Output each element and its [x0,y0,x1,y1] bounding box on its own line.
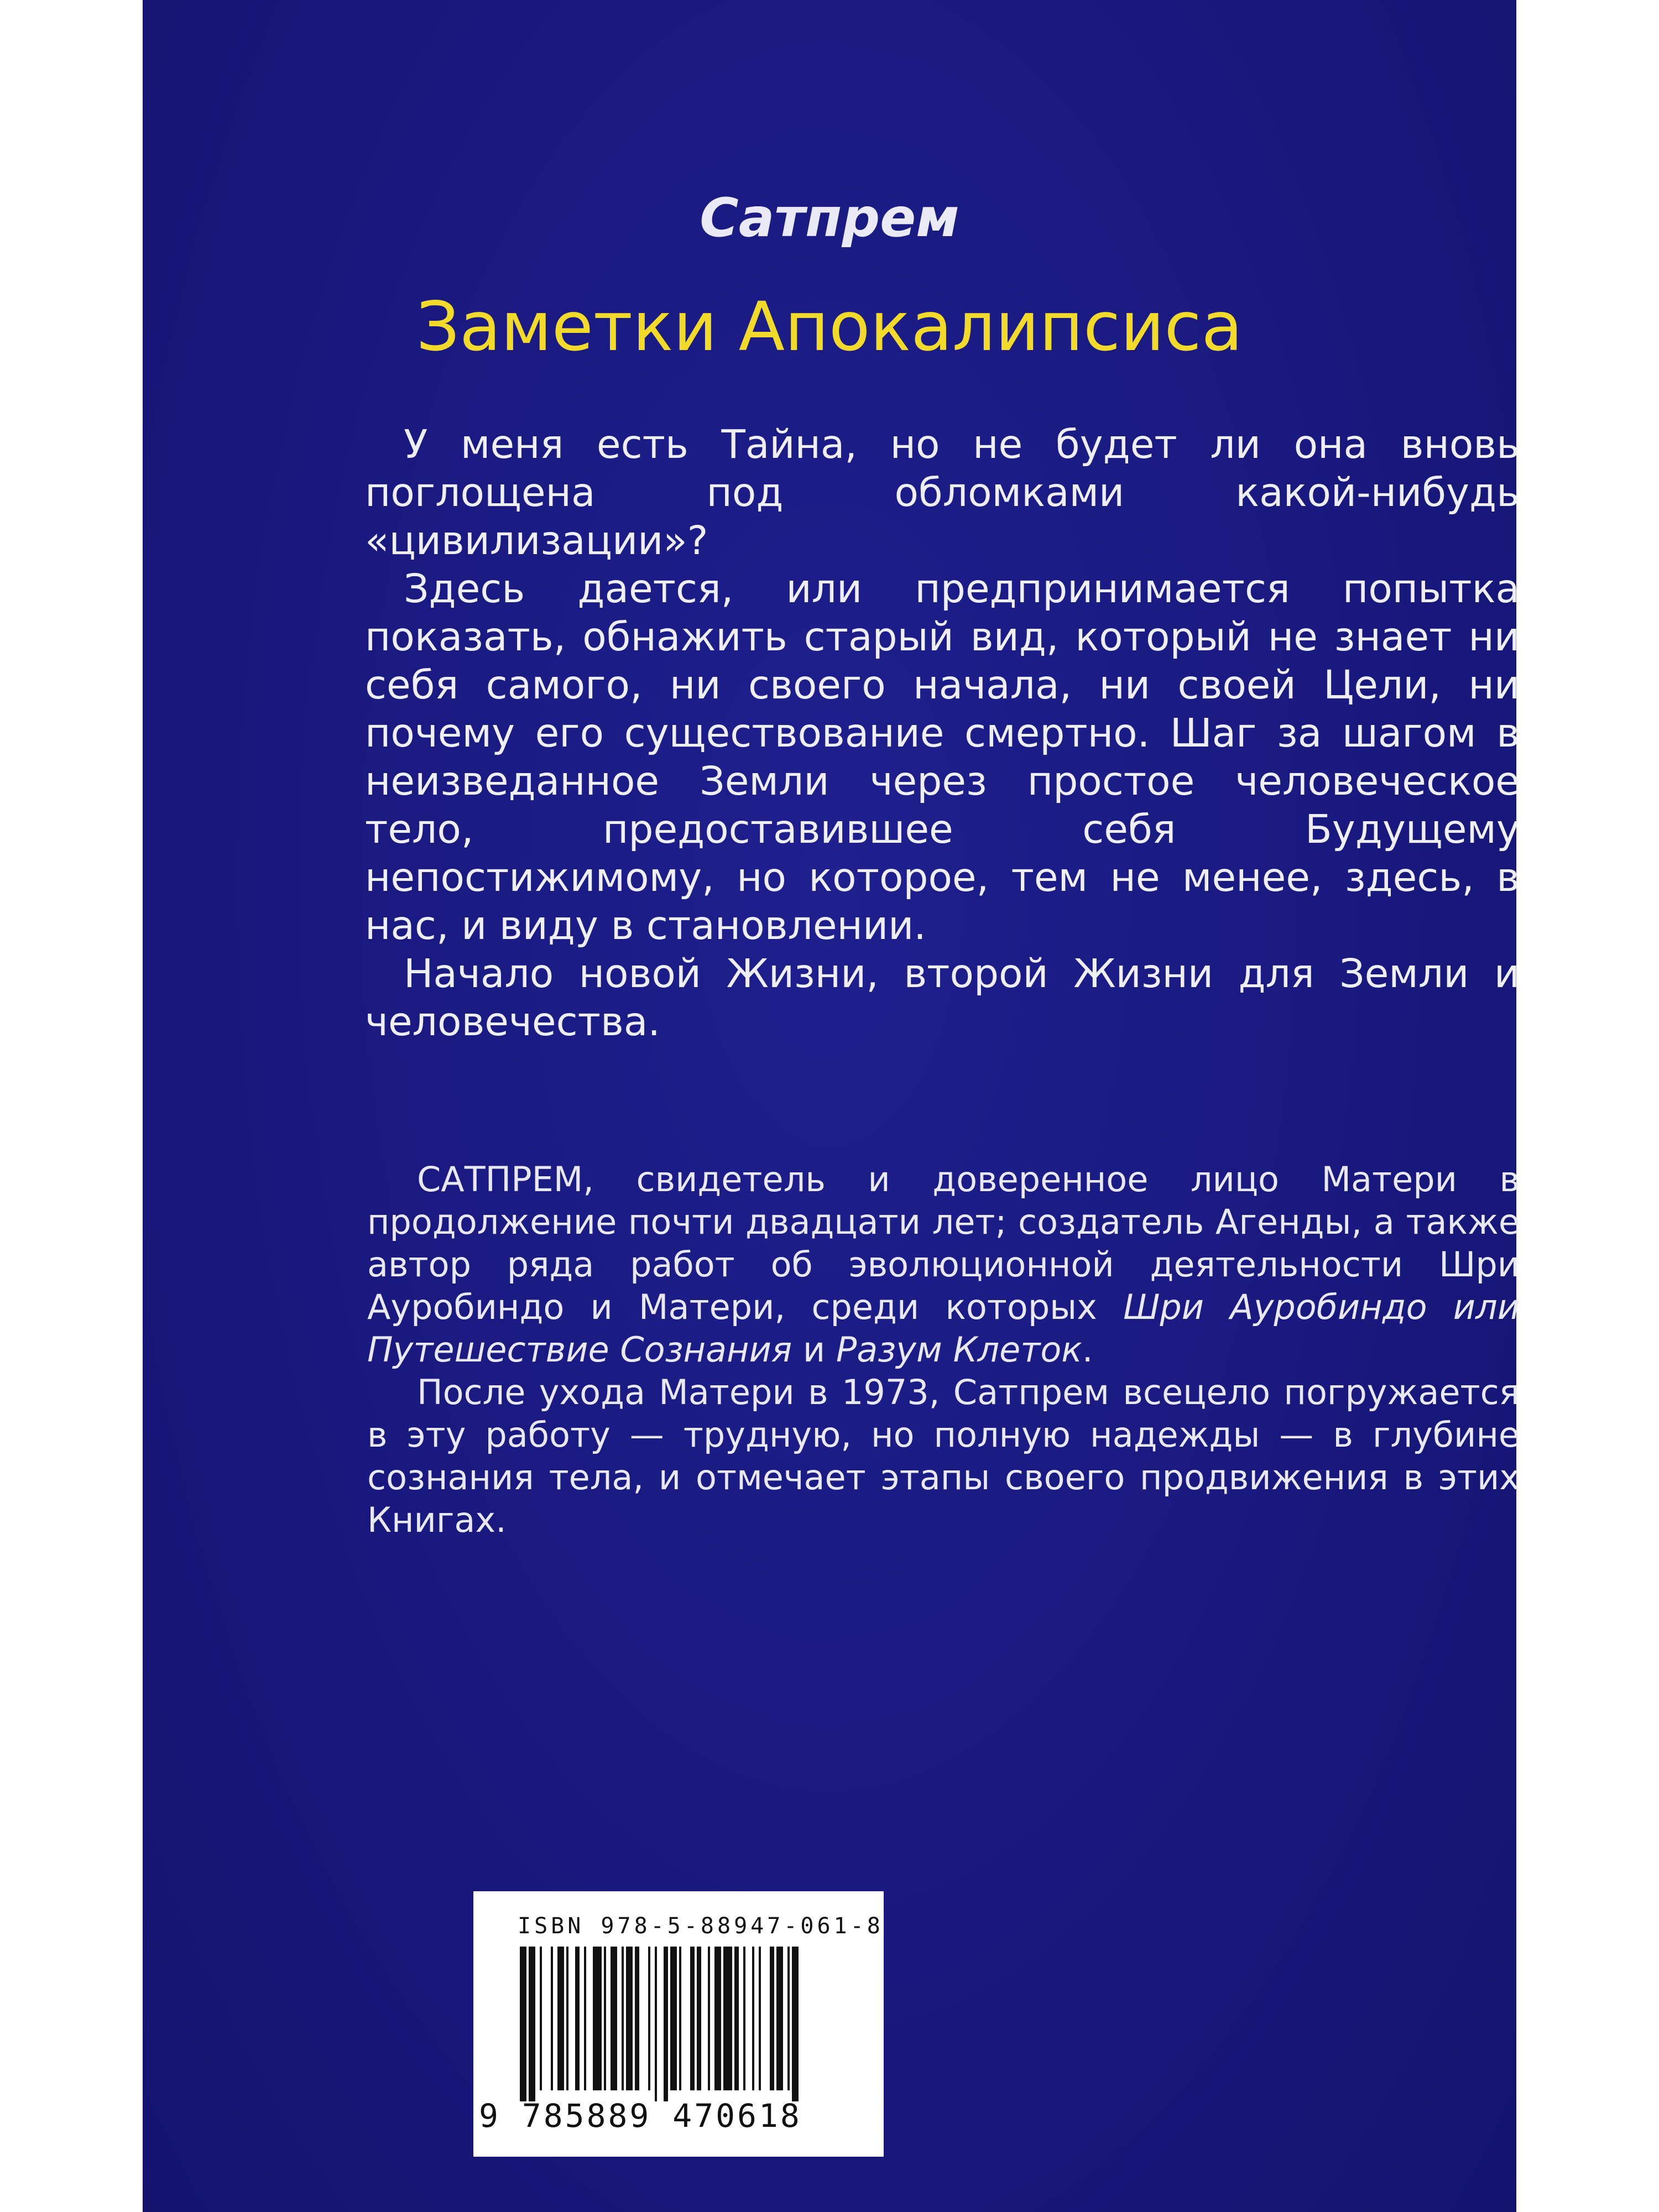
barcode-bar [723,1947,732,2090]
barcode-bar [648,1947,650,2090]
barcode-bar [540,1947,542,2090]
barcode-bar [770,1947,774,2090]
barcode-bar [743,1947,745,2090]
bio-period: . [1082,1329,1093,1370]
bio-paragraph-1 [367,1158,1520,1371]
barcode-bar [551,1947,553,2090]
barcode-bar [679,1947,681,2090]
bio-paragraph-2: После ухода Матери в 1973, Сатпрем всецело погружается в эту работу — трудную, но полную надежды — в глубине сознания тела, и отмечает этапы своего продвижения в этих Книгах. [367,1372,1520,1540]
barcode-bar [635,1947,639,2090]
book-title-sri-aurobindo: Шри Ауробиндо или Путешествие Сознания [367,1287,1520,1370]
book-title-mind-of-cells: Разум Клеток [836,1329,1082,1370]
barcode-bar [734,1947,739,2090]
isbn-label: ISBN 978-5-88947-061-8 [518,1913,884,1939]
bio-conjunction: и [792,1329,836,1370]
barcode-bar [664,1947,668,2101]
barcode-bar [792,1947,799,2101]
blurb-paragraph-3: Начало новой Жизни, второй Жизни для Земли и человечества. [365,951,1520,1045]
barcode-bar [622,1947,624,2090]
barcode-bar [759,1947,761,2090]
barcode-bar [529,1947,535,2101]
barcode-bar [690,1947,695,2090]
blurb-paragraph-2: Здесь дается, или предпринимается попытка показать, обнажить старый вид, который не знает ни себя самого, ни своего начала, ни своей Цели, ни почему его существование смертно. Шаг за шагом в неизведанное Земли через простое человеческое тело, предоставившее себя Будущему непостижимому, но которое, тем не менее, здесь, в нас, и виду в становлении. [365,566,1520,948]
barcode-bar [708,1947,710,2090]
barcode-bar [626,1947,633,2090]
barcode-bar [584,1947,586,2090]
barcode-bar [566,1947,568,2090]
blurb-paragraph-1: У меня есть Тайна, но не будет ли она вновь поглощена под обломками какой-нибудь «цивилизации»? [365,421,1520,564]
barcode-bar [593,1947,602,2090]
barcode-bar [787,1947,790,2090]
barcode-bar [697,1947,701,2090]
barcode-bar [604,1947,606,2090]
bio-intro: САТПРЕМ, свидетель и доверенное лицо Матери в продолжение почти двадцати лет; создатель Агенды, а также автор ряда работ об эволюционной деятельности Шри Ауробиндо и Матери, среди которых [367,1159,1520,1327]
barcode-bar [655,1947,657,2101]
barcode-bar [752,1947,754,2090]
barcode-bar [670,1947,677,2090]
barcode-bar [520,1947,526,2101]
barcode-bar [575,1947,580,2090]
barcode-box [473,1891,884,2157]
barcode-icon [517,1947,848,2101]
barcode-bar [611,1947,617,2090]
barcode-digits: 9 785889 470618 [479,2097,802,2135]
barcode-bar [714,1947,721,2090]
barcode-bar [776,1947,783,2090]
blurb [365,420,1520,1046]
barcode-bar [557,1947,564,2090]
book-title: Заметки Апокалипсиса [416,288,1243,366]
author-name: Сатпрем [700,187,959,249]
author-bio [367,1158,1520,1541]
back-cover [143,0,1520,2212]
